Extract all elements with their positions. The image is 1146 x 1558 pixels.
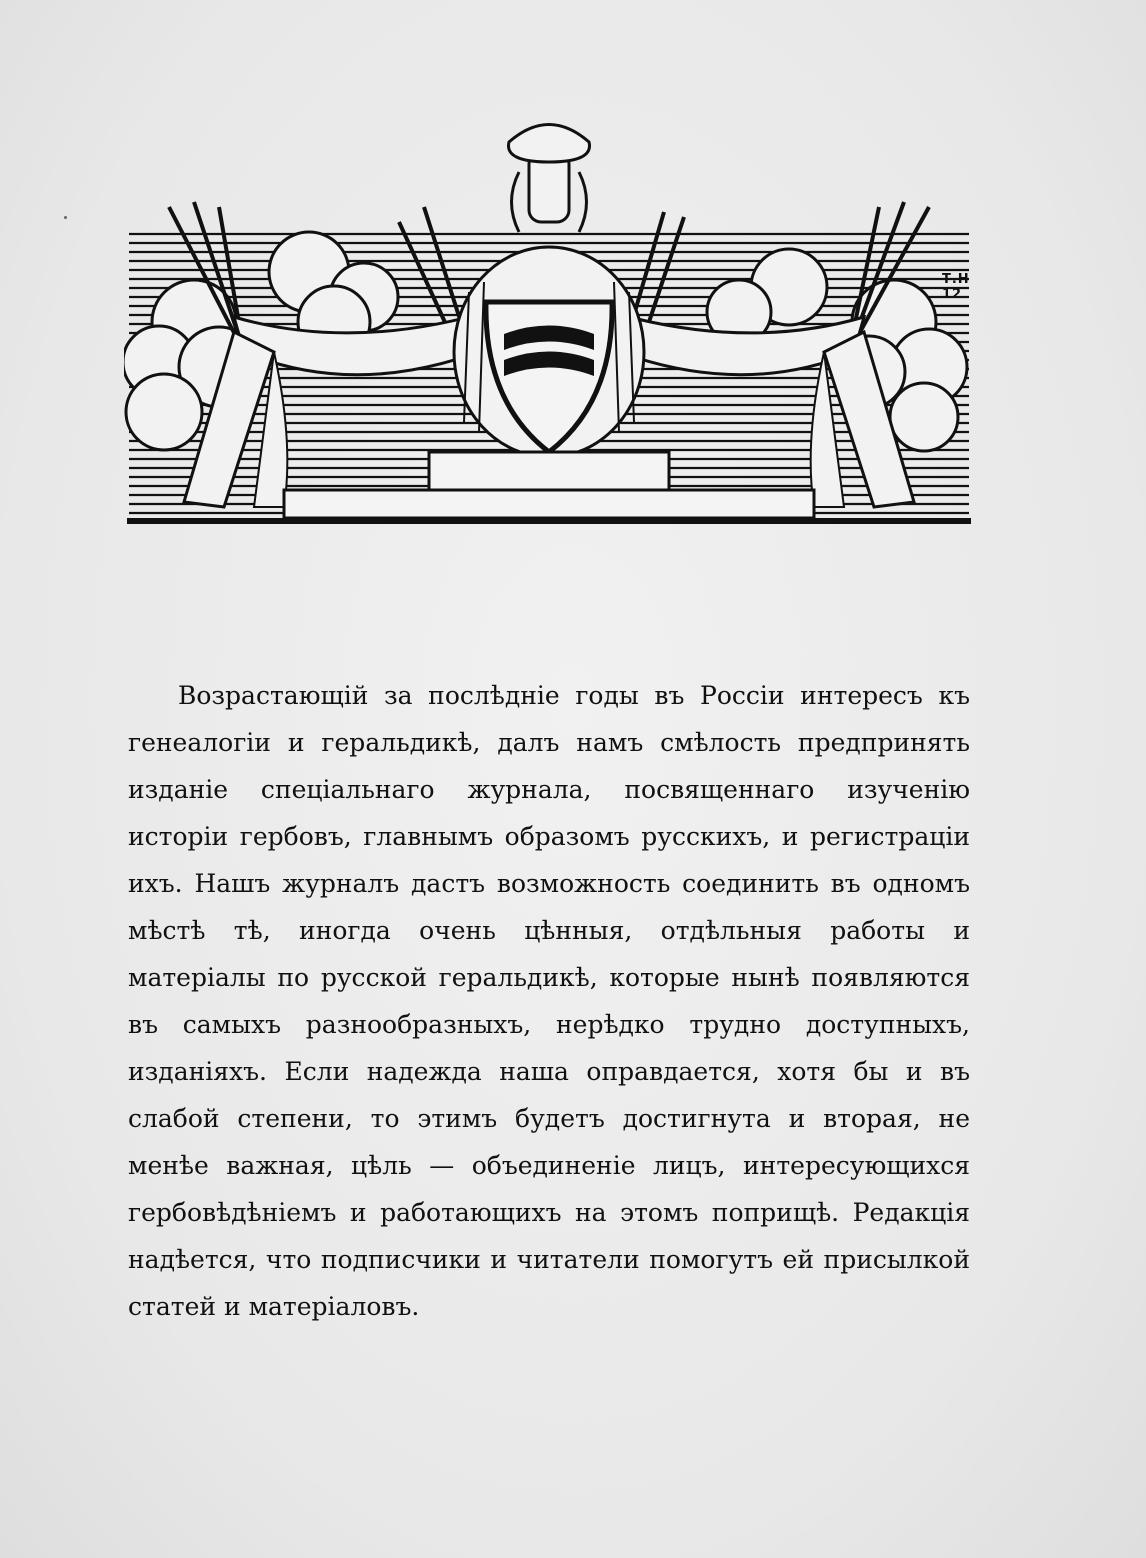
coat-of-arms-engraving xyxy=(124,112,974,532)
artist-monogram: Т.Н 12 xyxy=(942,272,970,302)
paragraph: Возрастающій за послѣдніе годы въ Россіи интересъ къ генеалогіи и геральдикѣ, далъ намъ смѣлость предпринять изданіе спеціальнаго журнала, посвященнаго изученію исторіи гербовъ, главнымъ образомъ русскихъ, и регистраціи ихъ. Нашъ журналъ дастъ возможность соединить въ одномъ мѣстѣ тѣ, иногда очень цѣнныя, отдѣльныя работы и матеріалы по русской геральдикѣ, которые нынѣ появляются въ самыхъ разнообразныхъ, нерѣдко трудно доступныхъ, изданіяхъ. Если надежда наша оправдается, хотя бы и въ слабой степени, то этимъ будетъ достигнута и вторая, не менѣе важная, цѣль — объединеніе лицъ, интересующихся гербовѣдѣніемъ и работающихъ на этомъ поприщѣ. Редакція надѣется, что подписчики и читатели помогутъ ей присылкой статей и матеріаловъ. xyxy=(128,681,970,1321)
speck xyxy=(64,216,67,219)
heraldic-headpiece-illustration xyxy=(124,112,974,532)
article-body xyxy=(128,672,970,1330)
